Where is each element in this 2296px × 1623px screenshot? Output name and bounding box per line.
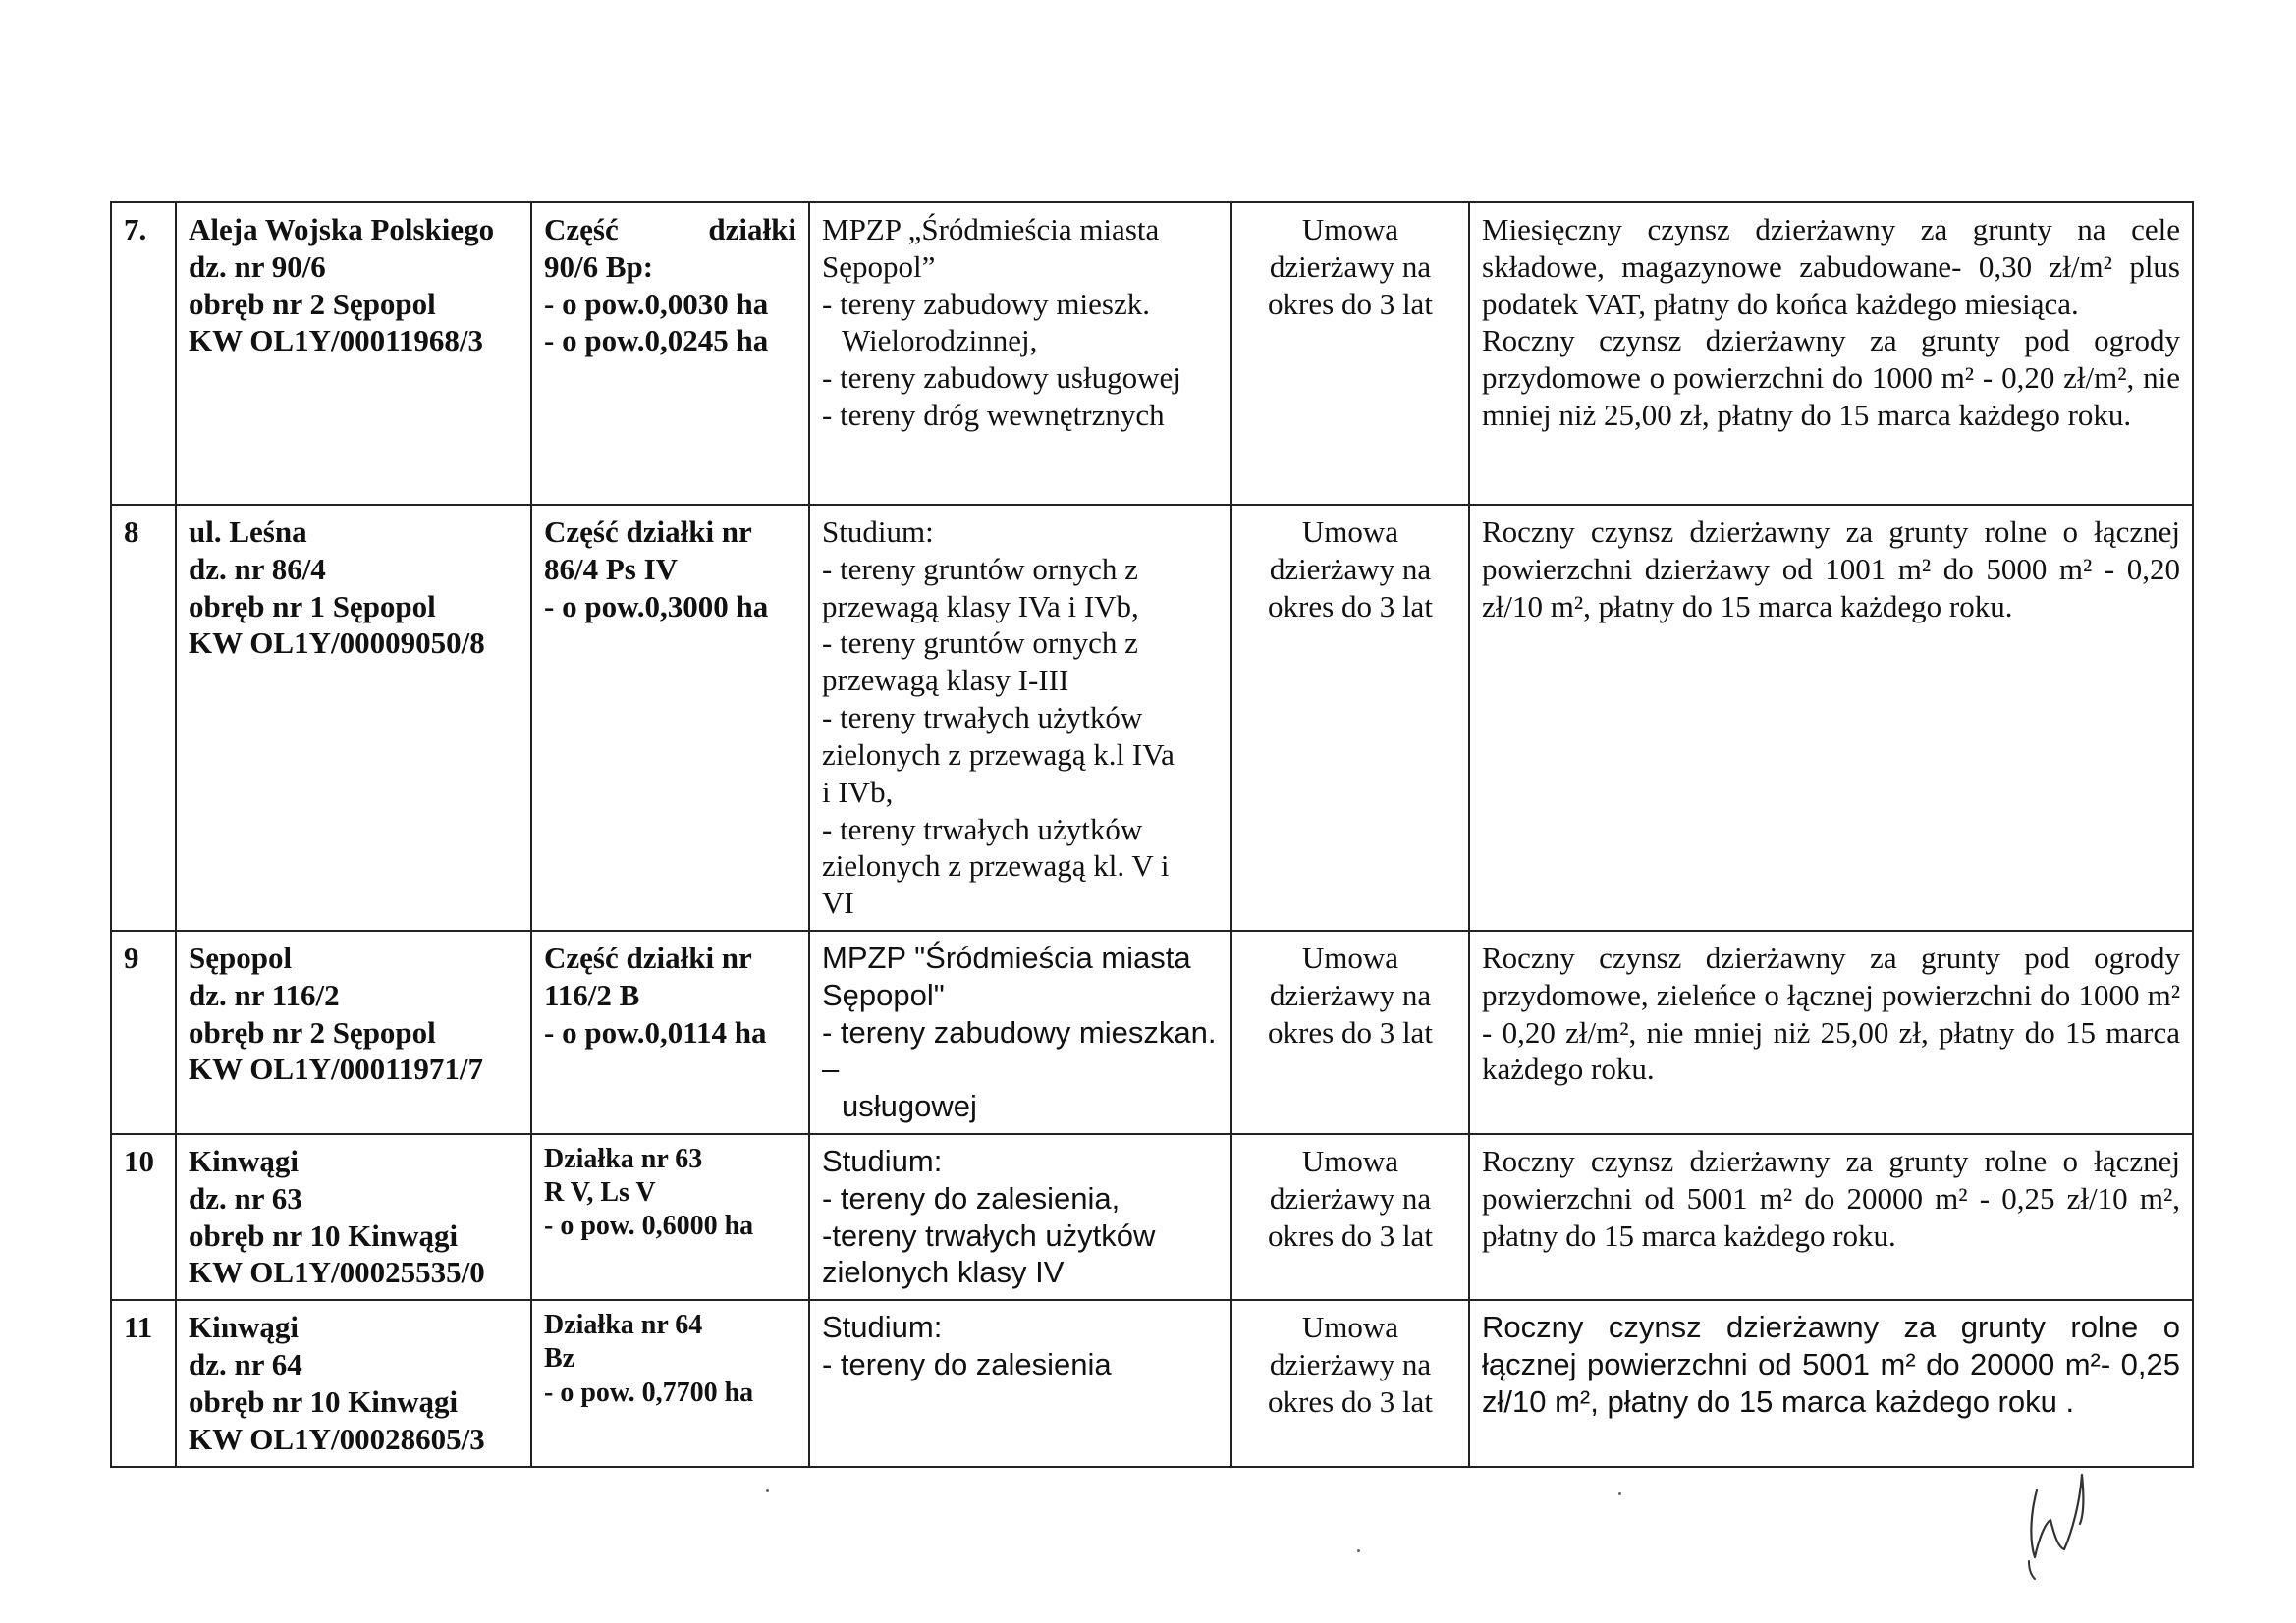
parcel-part-line: Część działki nr — [544, 940, 752, 975]
land-use-line: MPZP "Śródmieścia miasta — [822, 940, 1191, 975]
contract-line: dzierżawy na — [1269, 248, 1432, 284]
land-use-line: - tereny trwałych użytków — [822, 700, 1143, 735]
rent-paragraph: Roczny czynsz dzierżawny za grunty rolne o łącznej powierzchni od 5001 m² do 20000 m²- 0,25 zł/10 m², płatny do 15 marca każdego roku . — [1482, 1310, 2180, 1419]
location-land-register: KW OL1Y/00025535/0 — [189, 1255, 485, 1290]
land-use-line: - tereny zabudowy usługowej — [822, 360, 1181, 396]
parcel-part-line: Działka nr 63 — [544, 1144, 703, 1174]
row-number: 8 — [111, 505, 176, 931]
location-precinct: obręb nr 10 Kinwągi — [189, 1383, 459, 1419]
table-row — [111, 202, 2193, 505]
land-use-cell — [809, 202, 1231, 505]
land-use-line: - tereny gruntów ornych z — [822, 551, 1138, 586]
contract-line: dzierżawy na — [1269, 1180, 1432, 1216]
scan-speck — [1357, 1549, 1360, 1552]
rent-cell — [1469, 505, 2193, 931]
land-use-line: usługowej — [842, 1089, 977, 1124]
row-number: 7. — [111, 202, 176, 505]
land-use-cell — [809, 931, 1231, 1134]
table-row — [111, 1300, 2193, 1466]
row-number: 10 — [111, 1134, 176, 1300]
land-use-line: i IVb, — [822, 774, 894, 809]
land-use-line: zielonych z przewagą k.l IVa — [822, 736, 1175, 772]
parcel-part-line: 116/2 B — [544, 977, 640, 1012]
scan-speck — [766, 1489, 769, 1492]
land-use-line: - tereny zabudowy mieszk. — [822, 286, 1150, 321]
table-row — [111, 1134, 2193, 1300]
location-cell — [176, 505, 531, 931]
rent-paragraph: Roczny czynsz dzierżawny za grunty pod ogrody przydomowe o powierzchni do 1000 m² - 0,20 zł/m², nie mniej niż 25,00 zł, płatny do 15 marca każdego roku. — [1482, 323, 2180, 433]
contract-line: okres do 3 lat — [1268, 1014, 1433, 1050]
land-use-line: - tereny gruntów ornych z — [822, 625, 1138, 661]
land-use-line: Studium: — [822, 1310, 943, 1345]
rent-paragraph: Roczny czynsz dzierżawny za grunty rolne o łącznej powierzchni od 5001 m² do 20000 m² - 0,25 zł/10 m², płatny do 15 marca każdego roku. — [1482, 1144, 2180, 1253]
contract-line: Umowa — [1301, 212, 1399, 246]
land-use-line: - tereny do zalesienia, — [822, 1180, 1121, 1216]
contract-line: okres do 3 lat — [1268, 588, 1433, 623]
location-land-register: KW OL1Y/00028605/3 — [189, 1421, 485, 1456]
row-number: 9 — [111, 931, 176, 1134]
land-use-line: -tereny trwałych użytków — [822, 1217, 1156, 1253]
rent-cell — [1469, 202, 2193, 505]
location-street: Sępopol — [189, 940, 293, 975]
contract-line: Umowa — [1301, 1310, 1399, 1345]
land-use-line: Studium: — [822, 514, 934, 549]
land-use-line: - tereny do zalesienia — [822, 1347, 1112, 1382]
contract-line: Umowa — [1301, 1144, 1399, 1178]
parcel-part-cell — [531, 505, 809, 931]
location-land-register: KW OL1Y/00011968/3 — [189, 323, 483, 358]
land-use-line: - tereny zabudowy mieszkan. – — [822, 1014, 1217, 1087]
land-use-line: Wielorodzinnej, — [842, 323, 1038, 358]
parcel-part-line: 86/4 Ps IV — [544, 551, 679, 586]
parcel-part-cell — [531, 1134, 809, 1300]
parcel-part-cell — [531, 202, 809, 505]
location-precinct: obręb nr 10 Kinwągi — [189, 1217, 459, 1253]
parcel-part-word-1: Część — [544, 212, 619, 246]
parcel-part-cell — [531, 1300, 809, 1466]
parcel-part-line: - o pow. 0,7700 ha — [544, 1377, 754, 1408]
contract-type-cell — [1231, 1134, 1469, 1300]
contract-type-cell — [1231, 202, 1469, 505]
contract-line: okres do 3 lat — [1268, 286, 1433, 321]
parcel-part-line: - o pow.0,0114 ha — [544, 1014, 767, 1050]
parcel-part-line: - o pow. 0,6000 ha — [544, 1211, 754, 1242]
land-use-line: przewagą klasy IVa i IVb, — [822, 588, 1139, 623]
land-use-line: Sępopol” — [822, 248, 936, 284]
location-street: ul. Leśna — [189, 514, 307, 549]
land-use-cell — [809, 1134, 1231, 1300]
contract-type-cell — [1231, 505, 1469, 931]
rent-paragraph: Miesięczny czynsz dzierżawny za grunty na cele składowe, magazynowe zabudowane- 0,30 zł/m² plus podatek VAT, płatny do końca każdego miesiąca. — [1482, 212, 2180, 321]
location-parcel: dz. nr 64 — [189, 1347, 302, 1382]
location-precinct: obręb nr 1 Sępopol — [189, 588, 436, 623]
row-number: 11 — [111, 1300, 176, 1466]
location-parcel: dz. nr 90/6 — [189, 248, 326, 284]
location-precinct: obręb nr 2 Sępopol — [189, 1014, 436, 1050]
land-use-cell — [809, 1300, 1231, 1466]
land-use-line: Sępopol" — [822, 977, 945, 1012]
land-use-line: VI — [822, 886, 854, 921]
location-cell — [176, 931, 531, 1134]
land-use-line: zielonych klasy IV — [822, 1255, 1065, 1290]
contract-line: dzierżawy na — [1269, 977, 1432, 1012]
lease-table — [110, 201, 2194, 1468]
parcel-part-line: Działka nr 64 — [544, 1310, 703, 1341]
land-use-line: - tereny dróg wewnętrznych — [822, 398, 1165, 433]
parcel-part-heading — [544, 211, 796, 248]
parcel-part-line: Część działki nr — [544, 514, 752, 549]
location-parcel: dz. nr 63 — [189, 1180, 302, 1216]
parcel-part-line: Bz — [544, 1343, 575, 1375]
scan-speck — [1618, 1492, 1621, 1495]
location-cell — [176, 1134, 531, 1300]
location-street: Kinwągi — [189, 1310, 299, 1345]
location-street: Aleja Wojska Polskiego — [189, 212, 495, 246]
contract-line: dzierżawy na — [1269, 551, 1432, 586]
location-cell — [176, 202, 531, 505]
land-use-line: MPZP „Śródmieścia miasta — [822, 212, 1160, 246]
rent-paragraph: Roczny czynsz dzierżawny za grunty pod ogrody przydomowe, zieleńce o łącznej powierzchni do 1000 m² - 0,20 zł/m², nie mniej niż 25,00 zł, płatny do 15 marca każdego roku. — [1482, 940, 2180, 1087]
parcel-part-line: R V, Ls V — [544, 1177, 656, 1209]
location-land-register: KW OL1Y/00011971/7 — [189, 1052, 483, 1087]
land-use-line: - tereny trwałych użytków — [822, 811, 1143, 846]
location-land-register: KW OL1Y/00009050/8 — [189, 625, 485, 661]
location-cell — [176, 1300, 531, 1466]
rent-paragraph: Roczny czynsz dzierżawny za grunty rolne o łącznej powierzchni dzierżawy od 1001 m² do 5000 m² - 0,20 zł/10 m², płatny do 15 marca każdego roku. — [1482, 514, 2180, 623]
contract-line: dzierżawy na — [1269, 1347, 1432, 1382]
rent-cell — [1469, 931, 2193, 1134]
contract-line: Umowa — [1301, 940, 1399, 975]
parcel-part-line: 90/6 Bp: — [544, 248, 654, 284]
parcel-part-word-2: działki — [708, 212, 796, 246]
parcel-part-line: - o pow.0,0030 ha — [544, 286, 769, 321]
contract-line: Umowa — [1301, 514, 1399, 549]
contract-line: okres do 3 lat — [1268, 1217, 1433, 1253]
parcel-part-line: - o pow.0,0245 ha — [544, 323, 769, 358]
parcel-part-cell — [531, 931, 809, 1134]
land-use-cell — [809, 505, 1231, 931]
contract-line: okres do 3 lat — [1268, 1383, 1433, 1419]
land-use-line: zielonych z przewagą kl. V i — [822, 848, 1170, 884]
contract-type-cell — [1231, 931, 1469, 1134]
location-parcel: dz. nr 86/4 — [189, 551, 326, 586]
rent-cell — [1469, 1134, 2193, 1300]
location-precinct: obręb nr 2 Sępopol — [189, 286, 436, 321]
location-parcel: dz. nr 116/2 — [189, 977, 340, 1012]
contract-type-cell — [1231, 1300, 1469, 1466]
rent-cell — [1469, 1300, 2193, 1466]
table-row — [111, 931, 2193, 1134]
handwritten-initials — [2023, 1463, 2102, 1581]
parcel-part-line: - o pow.0,3000 ha — [544, 588, 769, 623]
table-row — [111, 505, 2193, 931]
land-use-line: Studium: — [822, 1144, 943, 1178]
land-use-line: przewagą klasy I-III — [822, 663, 1069, 698]
location-street: Kinwągi — [189, 1144, 299, 1178]
